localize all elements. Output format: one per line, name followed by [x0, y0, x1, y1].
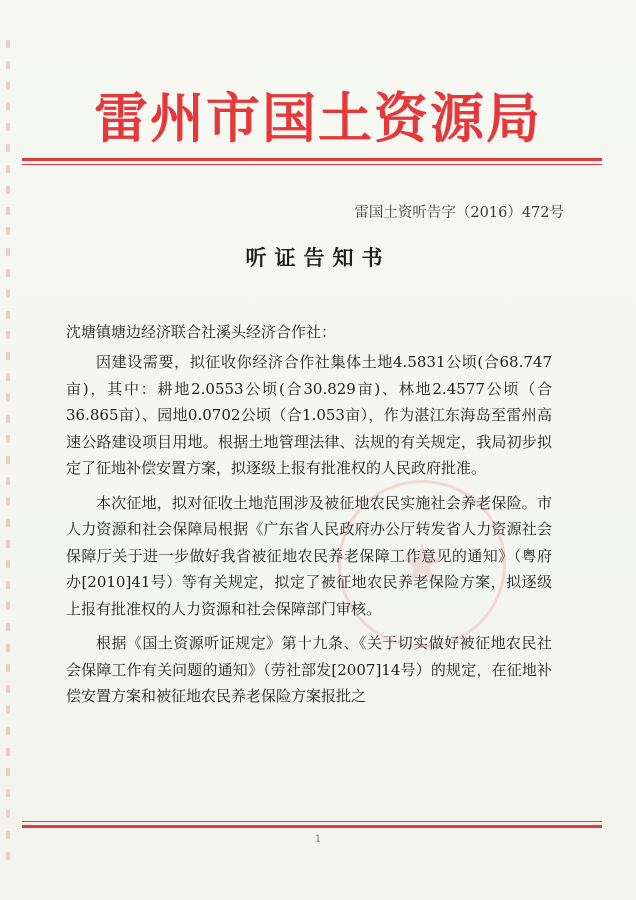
footer-rule-thin	[22, 821, 602, 822]
document-title: 听证告知书	[245, 245, 391, 270]
footer-rule-thick	[22, 825, 602, 828]
body-paragraph: 因建设需要，拟征收你经济合作社集体土地4.5831公顷(合68.747亩)，其中：耕地2.0553公顷(合30.829亩)、林地2.4577公顷（合36.865亩）、园地0.0702公顷（合1.053亩），作为湛江东海岛至雷州高速公路建设项目用地。根据土地管理法律、法规的有关规定，我局初步拟定了征地补偿安置方案，拟逐级上报有批准权的人民政府批准。	[66, 353, 552, 477]
document-body	[66, 349, 552, 718]
letterhead-rule-thick	[22, 158, 602, 161]
addressee: 沈塘镇塘边经济联合社溪头经济合作社：	[66, 323, 337, 341]
letterhead-title: 雷州市国土资源局	[94, 86, 542, 150]
body-paragraph: 本次征地，拟对征收土地范围涉及被征地农民实施社会养老保险。市人力资源和社会保障局根据《广东省人民政府办公厅转发省人力资源社会保障厅关于进一步做好我省被征地农民养老保障工作意见的通知》（粤府办[2010]41号）等有关规定，拟定了被征地农民养老保险方案，拟逐级上报有批准权的人力资源和社会保障部门审核。	[66, 493, 552, 618]
page-number: 1	[314, 834, 322, 845]
binding-edge-marks	[6, 40, 16, 860]
body-paragraph: 根据《国土资源听证规定》第十九条、《关于切实做好被征地农民社会保障工作有关问题的通知》（劳社部发[2007]14号）的规定，在征地补偿安置方案和被征地农民养老保险方案报批之	[66, 634, 552, 705]
seal-star-icon: ★	[397, 532, 447, 595]
letterhead-rule-thin	[22, 164, 602, 165]
document-number: 雷国土资听告字（2016）472号	[354, 205, 564, 221]
